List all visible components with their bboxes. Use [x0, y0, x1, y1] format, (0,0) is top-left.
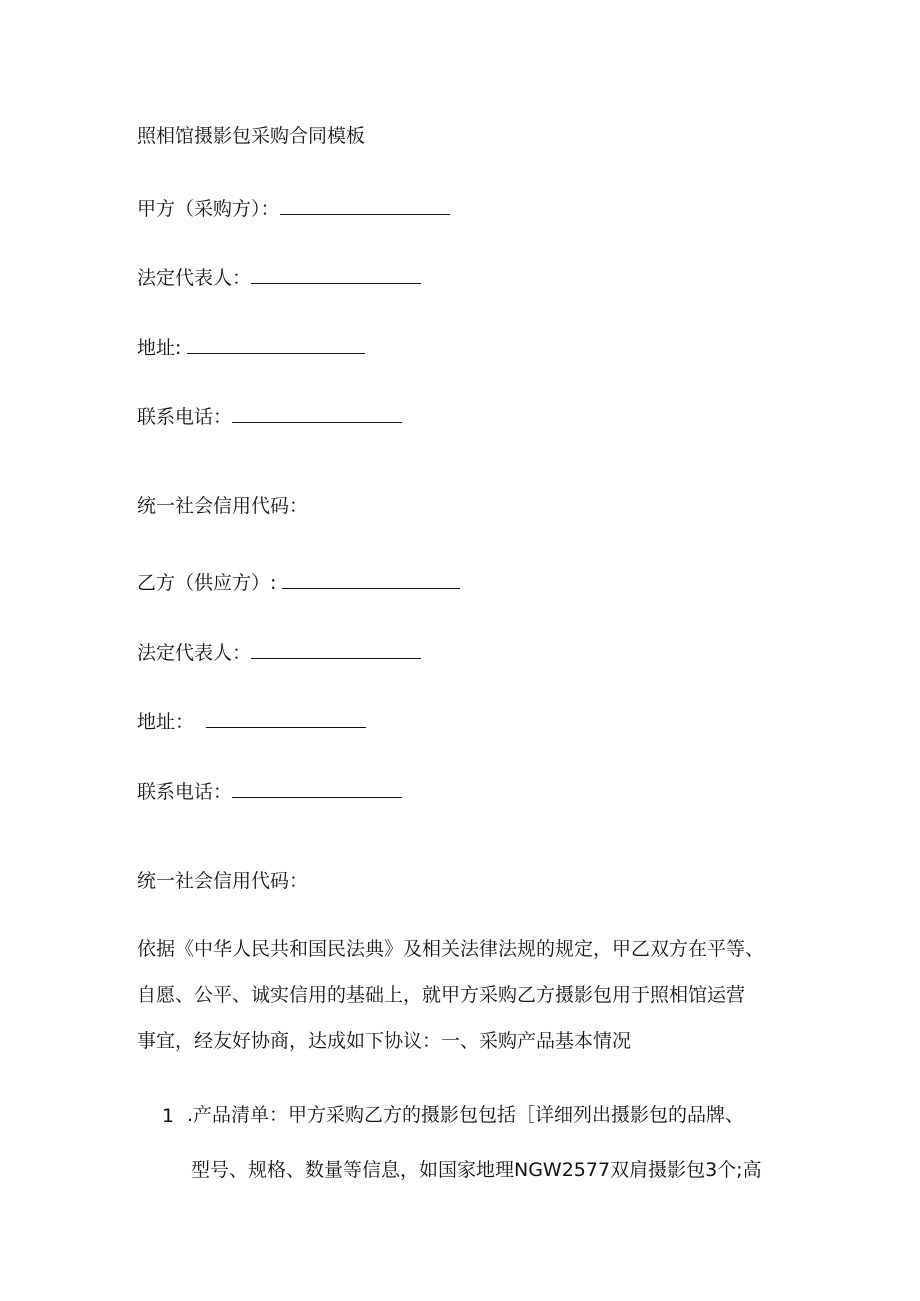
party-b-rep-label: 法定代表人： [137, 642, 252, 664]
party-a-rep-field [137, 263, 421, 290]
party-b-phone-label: 联系电话： [137, 781, 233, 803]
intro-paragraph [137, 926, 797, 1064]
item-1-line-1: .产品清单：甲方采购乙方的摄影包包括［详细列出摄影包的品牌、 [187, 1104, 745, 1126]
party-b-address-label: 地址： [137, 711, 195, 733]
party-b-rep-field [137, 638, 421, 665]
party-a-credit-field [137, 494, 308, 518]
party-b-credit-label: 统一社会信用代码： [137, 870, 309, 892]
party-a-address-blank[interactable] [187, 333, 365, 354]
party-b-field [137, 568, 460, 595]
item-1-number: 1 [162, 1105, 175, 1127]
item-1-text [187, 1088, 787, 1198]
party-a-address-field [137, 333, 365, 360]
party-b-blank[interactable] [282, 568, 460, 589]
party-a-phone-blank[interactable] [232, 402, 402, 423]
party-b-credit-field [137, 869, 308, 893]
party-b-label: 乙方（供应方）: [137, 572, 277, 594]
party-b-address-blank[interactable] [206, 707, 366, 728]
intro-line-1: 依据《中华人民共和国民法典》及相关法律法规的规定，甲乙双方在平等、 [137, 938, 765, 960]
party-a-credit-label: 统一社会信用代码： [137, 495, 309, 517]
party-a-field [137, 194, 450, 221]
intro-line-2: 自愿、公平、诚实信用的基础上，就甲方采购乙方摄影包用于照相馆运营 [137, 984, 746, 1006]
party-a-phone-label: 联系电话： [137, 406, 233, 428]
party-a-blank[interactable] [280, 194, 450, 215]
document-title: 照相馆摄影包采购合同模板 [137, 125, 366, 147]
party-a-label: 甲方（采购方）： [137, 198, 280, 220]
party-b-address-field [137, 707, 366, 734]
item-1-line-2: 型号、规格、数量等信息，如国家地理NGW2577双肩摄影包3个;高 [191, 1159, 762, 1181]
party-b-rep-blank[interactable] [251, 638, 421, 659]
party-a-rep-label: 法定代表人： [137, 267, 252, 289]
party-a-address-label: 地址: [137, 337, 182, 359]
party-b-phone-blank[interactable] [232, 777, 402, 798]
party-a-phone-field [137, 402, 402, 429]
party-a-rep-blank[interactable] [251, 263, 421, 284]
intro-line-3: 事宜，经友好协商，达成如下协议：一、采购产品基本情况 [137, 1030, 632, 1052]
party-b-phone-field [137, 777, 402, 804]
